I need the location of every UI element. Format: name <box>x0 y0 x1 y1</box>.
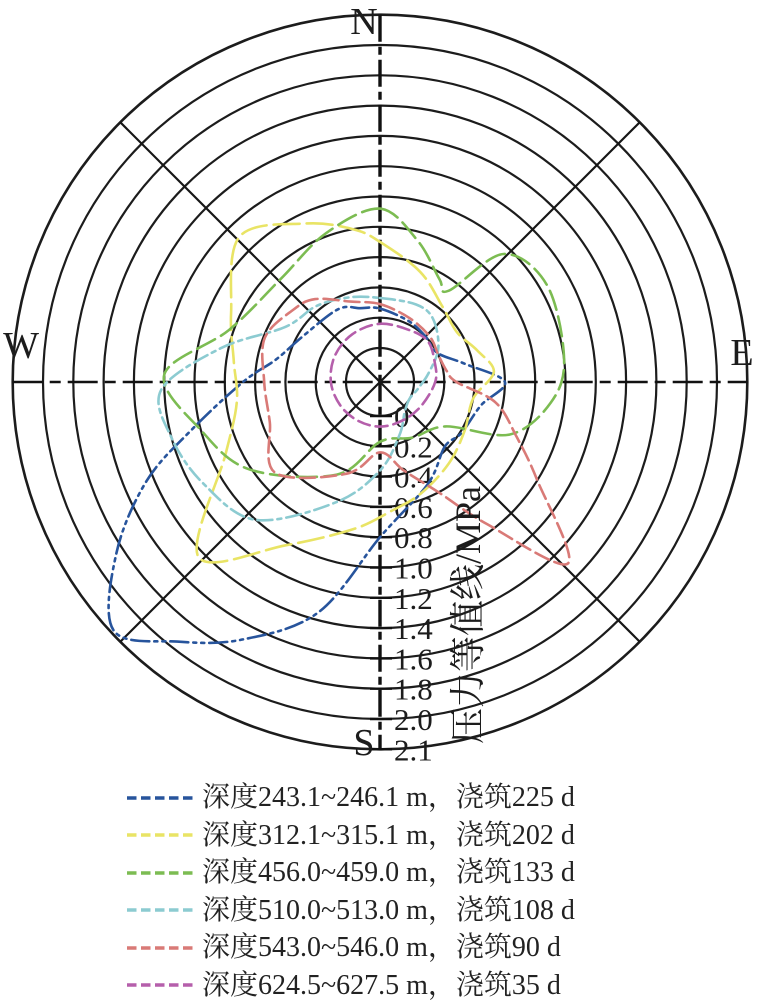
legend-dash-swatch <box>126 944 194 952</box>
legend-label: 深度243.1~246.1 m，浇筑225 d <box>202 782 575 813</box>
compass-label-west: W <box>3 325 39 367</box>
legend-item <box>126 929 575 967</box>
radial-axis-title: 压力等值线/MPa <box>448 486 488 744</box>
radial-tick-label: 2.0 <box>394 702 433 737</box>
legend-label: 深度312.1~315.1 m，浇筑202 d <box>202 820 575 851</box>
compass-label-east: E <box>730 332 753 374</box>
legend-dash-swatch <box>126 794 194 802</box>
legend-dash-swatch <box>126 831 194 839</box>
radial-tick-label: 0.4 <box>394 460 433 495</box>
legend-label: 深度543.0~546.0 m，浇筑90 d <box>202 932 561 963</box>
radial-tick-label: 0.2 <box>394 429 433 464</box>
radial-tick-label: 2.1 <box>394 732 433 767</box>
radial-tick-label: 0.6 <box>394 490 433 525</box>
radial-tick-label: 1.8 <box>394 672 433 707</box>
polar-grid <box>13 15 748 768</box>
radial-tick-label: 1.2 <box>394 581 433 616</box>
chart-legend <box>126 779 575 1004</box>
series-curve-2 <box>164 209 564 477</box>
legend-dash-swatch <box>126 906 194 914</box>
legend-item <box>126 817 575 855</box>
legend-label: 深度624.5~627.5 m，浇筑35 d <box>202 970 561 1001</box>
series-layer <box>109 209 570 643</box>
legend-item <box>126 854 575 892</box>
legend-label: 深度510.0~513.0 m，浇筑108 d <box>202 895 575 926</box>
legend-label: 深度456.0~459.0 m，浇筑133 d <box>202 857 575 888</box>
radial-tick-label: 1.6 <box>394 641 433 676</box>
radial-tick-label: 0.8 <box>394 520 433 555</box>
radial-tick-label: 1.4 <box>394 611 433 646</box>
legend-item <box>126 892 575 930</box>
radial-tick-label: 0 <box>394 399 410 434</box>
legend-item <box>126 779 575 817</box>
radial-tick-label: 1.0 <box>394 551 433 586</box>
legend-item <box>126 967 575 1004</box>
compass-label-south: S <box>353 722 374 764</box>
legend-dash-swatch <box>126 981 194 989</box>
legend-dash-swatch <box>126 869 194 877</box>
compass-label-north: N <box>350 1 377 43</box>
